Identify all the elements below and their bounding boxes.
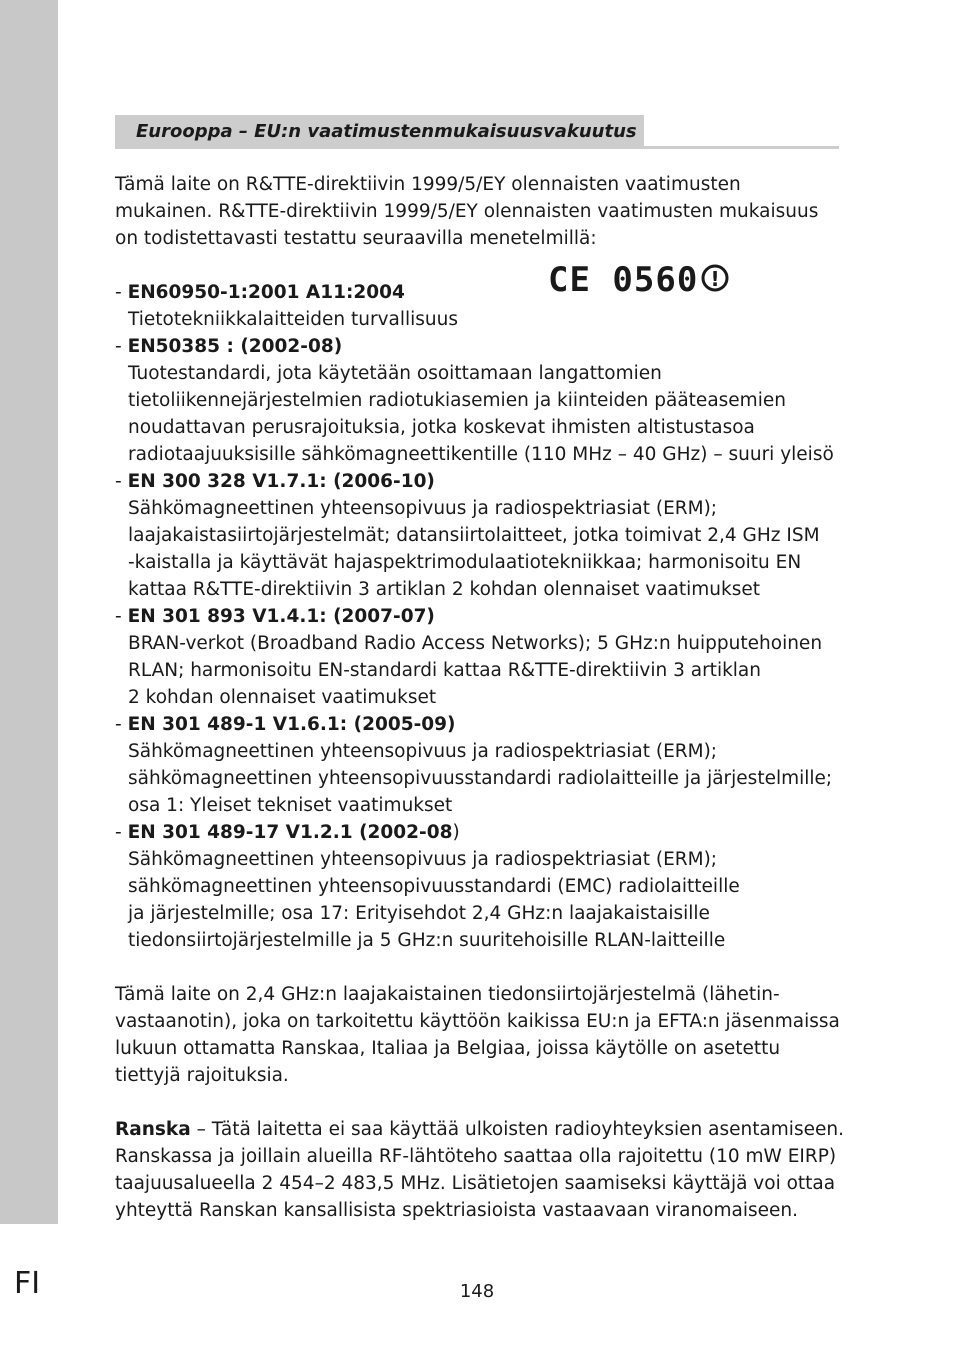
ce-mark-text: CE 0560 [548, 260, 699, 297]
alert-mark-icon: ! [710, 267, 720, 291]
standard-item [115, 819, 839, 954]
usage-paragraph [115, 981, 839, 1089]
standard-heading: - EN 301 893 V1.4.1: (2007-07) [115, 606, 435, 627]
usage-line: vastaanotin), joka on tarkoitettu käyttöön kaikissa EU:n ja EFTA:n jäsenmaissa [115, 1011, 840, 1032]
standard-description-line: kattaa R&TTE-direktiivin 3 artiklan 2 kohdan olennaiset vaatimukset [128, 579, 760, 600]
standard-description-line: -kaistalla ja käyttävät hajaspektrimodulaatiotekniikkaa; harmonisoitu EN [128, 552, 802, 573]
standard-description-line: Sähkömagneettinen yhteensopivuus ja radiospektriasiat (ERM); [128, 849, 718, 870]
standard-heading: - EN 301 489-17 V1.2.1 (2002-08) [115, 822, 460, 843]
standard-code: EN 300 328 V1.7.1: (2006-10) [127, 471, 435, 492]
standard-item [115, 279, 839, 333]
standard-heading: - EN50385 : (2002-08) [115, 336, 343, 357]
standard-code: EN50385 : (2002-08) [127, 336, 343, 357]
document-body [115, 171, 844, 1224]
standard-description-line: 2 kohdan olennaiset vaatimukset [128, 687, 437, 708]
section-title: Eurooppa – EU:n vaatimustenmukaisuusvakuutus [136, 121, 637, 142]
standard-code: EN 301 489-1 V1.6.1: (2005-09) [127, 714, 456, 735]
side-bar [0, 0, 58, 1224]
standard-item [115, 333, 839, 468]
section-header-rule [644, 146, 839, 149]
france-label: Ranska [115, 1119, 191, 1140]
france-line: yhteyttä Ranskan kansallisista spektriasioista vastaavaan viranomaiseen. [115, 1200, 799, 1221]
standard-description-line: Tietotekniikkalaitteiden turvallisuus [128, 309, 459, 330]
intro-line: mukainen. R&TTE-direktiivin 1999/5/EY olennaisten vaatimusten mukaisuus [115, 201, 819, 222]
standard-description-line: osa 1: Yleiset tekniset vaatimukset [128, 795, 453, 816]
standard-code: EN60950-1:2001 A11:2004 [127, 282, 405, 303]
standard-description-line: ja järjestelmille; osa 17: Erityisehdot 2,4 GHz:n laajakaistaisille [128, 903, 710, 924]
standard-description-line: tiedonsiirtojärjestelmille ja 5 GHz:n suuritehoisille RLAN-laitteille [128, 930, 726, 951]
usage-line: Tämä laite on 2,4 GHz:n laajakaistainen tiedonsiirtojärjestelmä (lähetin- [115, 984, 780, 1005]
standard-item [115, 603, 839, 711]
standard-description-line: sähkömagneettinen yhteensopivuusstandardi (EMC) radiolaitteille [128, 876, 740, 897]
france-line: Ranskassa ja joillain alueilla RF-lähtöteho saattaa olla rajoitettu (10 mW EIRP) [115, 1146, 837, 1167]
standard-description-line: Tuotestandardi, jota käytetään osoittamaan langattomien [128, 363, 662, 384]
section-header [115, 115, 839, 151]
page-number: 148 [459, 1281, 495, 1302]
standard-description-line: noudattavan perusrajoituksia, jotka koskevat ihmisten altistustasoa [128, 417, 755, 438]
standard-description-line: BRAN-verkot (Broadband Radio Access Networks); 5 GHz:n huipputehoinen [128, 633, 823, 654]
standard-code: EN 301 893 V1.4.1: (2007-07) [127, 606, 435, 627]
standard-description-line: Sähkömagneettinen yhteensopivuus ja radiospektriasiat (ERM); [128, 498, 718, 519]
france-line: Ranska – Tätä laitetta ei saa käyttää ulkoisten radioyhteyksien asentamiseen. [115, 1119, 844, 1140]
standard-description-line: tietoliikennejärjestelmien radiotukiasemien ja kiinteiden pääteasemien [128, 390, 786, 411]
standard-description-line: radiotaajuuksisille sähkömagneettikentille (110 MHz – 40 GHz) – suuri yleisö [128, 444, 834, 465]
standard-description-line: laajakaistasiirtojärjestelmät; datansiirtolaitteet, jotka toimivat 2,4 GHz ISM [128, 525, 820, 546]
standard-description-line: Sähkömagneettinen yhteensopivuus ja radiospektriasiat (ERM); [128, 741, 718, 762]
intro-line: on todistettavasti testattu seuraavilla menetelmillä: [115, 228, 597, 249]
standard-heading: - EN 300 328 V1.7.1: (2006-10) [115, 471, 435, 492]
standard-item [115, 711, 839, 819]
france-line: taajuusalueella 2 454–2 483,5 MHz. Lisätietojen saamiseksi käyttäjä voi ottaa [115, 1173, 836, 1194]
standards-list [115, 279, 839, 954]
usage-line: tiettyjä rajoituksia. [115, 1065, 289, 1086]
standard-description-line: sähkömagneettinen yhteensopivuusstandardi radiolaitteille ja järjestelmille; [128, 768, 833, 789]
language-code: FI [14, 1266, 41, 1301]
usage-line: lukuun ottamatta Ranskaa, Italiaa ja Belgiaa, joissa käytölle on asetettu [115, 1038, 781, 1059]
intro-paragraph [115, 171, 839, 252]
standard-heading: - EN60950-1:2001 A11:2004 [115, 282, 405, 303]
france-paragraph [115, 1116, 844, 1224]
standard-code: EN 301 489-17 V1.2.1 (2002-08 [127, 822, 453, 843]
intro-line: Tämä laite on R&TTE-direktiivin 1999/5/EY olennaisten vaatimusten [115, 174, 741, 195]
standard-description-line: RLAN; harmonisoitu EN-standardi kattaa R&TTE-direktiivin 3 artiklan [128, 660, 761, 681]
standard-heading: - EN 301 489-1 V1.6.1: (2005-09) [115, 714, 456, 735]
standard-item [115, 468, 839, 603]
